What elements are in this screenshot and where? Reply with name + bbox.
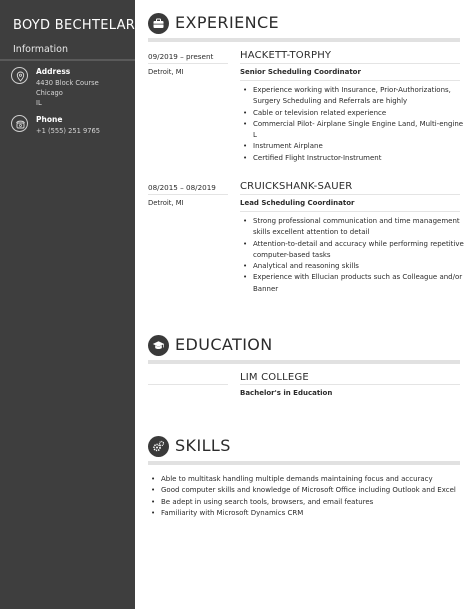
phone-label: Phone	[36, 115, 63, 124]
graduation-cap-icon	[148, 335, 169, 356]
job-1-company: HACKETT-TORPHY	[240, 50, 332, 61]
list-item: • Commercial Pilot- Airplane Single Engine Land, Multi-engine L	[240, 119, 465, 142]
address-line-2: Chicago	[36, 89, 63, 97]
job-2-left-rule	[148, 194, 228, 195]
education-school: LIM COLLEGE	[240, 372, 309, 383]
list-item	[240, 96, 465, 107]
job-2-right-rule	[240, 194, 460, 195]
list-item: • Experience with Ellucian products such as Colleague and/or	[240, 272, 465, 283]
skills-title: SKILLS	[175, 436, 231, 455]
sidebar	[0, 0, 135, 609]
briefcase-icon	[148, 13, 169, 34]
list-item-continuation: skills excellent attention to detail	[253, 228, 370, 237]
phone-icon	[11, 115, 28, 132]
phone-value: +1 (555) 251 9765	[36, 127, 101, 135]
skills-rule	[148, 461, 460, 465]
job-2-dates: 08/2015 – 08/2019	[148, 183, 216, 192]
job-2-bullets	[240, 216, 465, 295]
list-item: • Experience working with Insurance, Prior-Authorizations,	[240, 85, 465, 96]
sidebar-divider	[0, 59, 135, 61]
job-2-role: Lead Scheduling Coordinator	[240, 199, 355, 207]
address-line-1: 4430 Block Course	[36, 79, 99, 87]
education-right-rule	[240, 384, 460, 385]
job-1-dates: 09/2019 – present	[148, 52, 214, 61]
list-item: • Strong professional communication and time management	[240, 216, 465, 227]
list-item: • Instrument Airplane	[240, 141, 465, 152]
skills-list	[148, 474, 463, 519]
list-item: • Be adept in using search tools, browsers, and email features	[148, 497, 463, 508]
list-item-continuation: Banner	[253, 284, 279, 293]
experience-title: EXPERIENCE	[175, 13, 280, 32]
candidate-name: BOYD BECHTELAR	[13, 18, 136, 33]
education-left-rule	[148, 384, 228, 385]
list-item: • Familiarity with Microsoft Dynamics CRM	[148, 508, 463, 519]
gears-icon	[148, 436, 169, 457]
job-1-role: Senior Scheduling Coordinator	[240, 68, 361, 76]
information-heading: Information	[13, 44, 68, 55]
address-label: Address	[36, 67, 71, 76]
job-2-location: Detroit, MI	[148, 199, 184, 207]
list-item-continuation: Surgery Scheduling and Referrals are highly	[253, 97, 408, 106]
job-2-company: CRUICKSHANK-SAUER	[240, 181, 353, 192]
list-item: • Certified Flight Instructor-Instrument	[240, 153, 465, 164]
job-1-location: Detroit, MI	[148, 68, 184, 76]
education-title: EDUCATION	[175, 335, 273, 354]
location-pin-icon	[11, 67, 28, 84]
job-1-role-rule	[240, 80, 460, 81]
job-1-bullets	[240, 85, 465, 164]
experience-rule	[148, 38, 460, 42]
list-item: • Able to multitask handling multiple demands maintaining focus and accuracy	[148, 474, 463, 485]
list-item-continuation: computer-based tasks	[253, 250, 331, 259]
job-1-right-rule	[240, 63, 460, 64]
list-item: • Analytical and reasoning skills	[240, 261, 465, 272]
list-item: • Cable or television related experience	[240, 108, 465, 119]
education-degree: Bachelor's in Education	[240, 389, 333, 397]
list-item: • Attention-to-detail and accuracy while performing repetitive	[240, 239, 465, 250]
education-rule	[148, 360, 460, 364]
address-line-3: IL	[36, 99, 42, 107]
list-item: • Good computer skills and knowledge of Microsoft Office including Outlook and Excel	[148, 485, 463, 496]
job-2-role-rule	[240, 211, 460, 212]
job-1-left-rule	[148, 63, 228, 64]
